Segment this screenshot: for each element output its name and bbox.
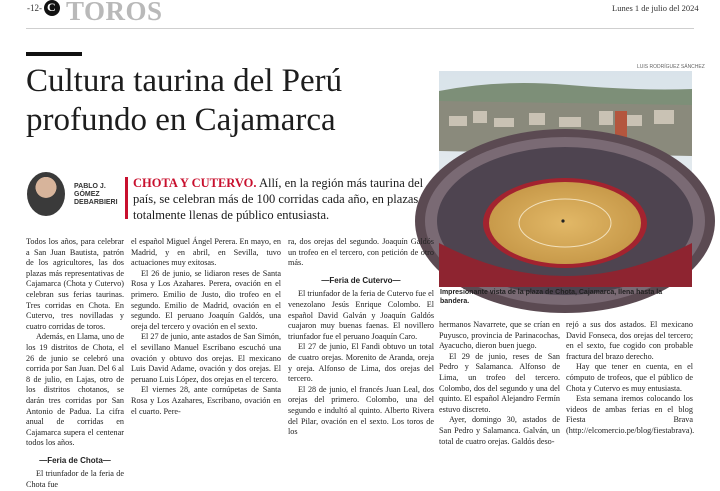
paragraph: El 27 de junio, ante astados de San Simón, el sevillano Manuel Escribano escuchó una ovación y obtuvo dos orejas. El mexicano Luis David Adame, ovación y dos orejas. El peruano Luis López, dos orejas en el tercero. bbox=[131, 332, 281, 384]
paragraph: Ayer, domingo 30, astados de San Pedro y Salamanca. Galván, un total de cuatro orejas. Galdós deso- bbox=[439, 415, 560, 446]
body-column-1 bbox=[26, 237, 124, 490]
paragraph: rejó a sus dos astados. El mexicano David Fonseca, dos orejas del tercero; en el sexto, fue cogido con probable fractura del brazo derecho. bbox=[566, 320, 693, 361]
issue-date: Lunes 1 de julio del 2024 bbox=[612, 3, 699, 13]
paragraph: ra, dos orejas del segundo. Joaquín Galdós un trofeo en el tercero, con petición de otro más. bbox=[288, 237, 434, 268]
bullring-photo bbox=[439, 71, 692, 287]
newspaper-logo-icon: C bbox=[44, 0, 60, 16]
lead-paragraph bbox=[133, 175, 433, 223]
body-column-3 bbox=[288, 237, 434, 457]
paragraph: El triunfador de la feria de Cutervo fue el venezolano Jesús Enrique Colombo. El español David Galván y Joaquín Galdós cuajaron muy buenas faenas. El novillero triunfador fue el peruano Joaquín Caro. bbox=[288, 289, 434, 341]
paragraph: Todos los años, para celebrar a San Juan Bautista, patrón de los agricultores, las dos plazas más representativas de Cajamarca (Chota y Cutervo) celebran sus ferias taurinas. Tres corridas en Chota. En Cutervo, tres novilladas y cuatro corridas de toros. bbox=[26, 237, 124, 331]
paragraph: El viernes 28, ante cornúpetas de Santa Rosa y Los Azahares, Escribano, ovación en el cuarto. Pere- bbox=[131, 385, 281, 416]
author-name: PABLO J. GÓMEZ DEBARBIERI bbox=[74, 183, 118, 206]
paragraph: Hay que tener en cuenta, en el cómputo de trofeos, que el público de Chota y Cutervo es muy entusiasta. bbox=[566, 362, 693, 393]
paragraph: Esta semana iremos colocando los videos de ambas ferias en el blog Fiesta Brava (http://elcomercio.pe/blog/fiestabrava). bbox=[566, 394, 695, 435]
subhead-cutervo: —Feria de Cutervo— bbox=[321, 275, 401, 285]
paragraph: El 29 de junio, reses de San Pedro y Salamanca. Alfonso de Lima, un trofeo del tercero. Colombo, dos del segundo y una del quinto. El español Alejandro Fermín estuvo discreto. bbox=[439, 351, 560, 414]
header-divider bbox=[26, 28, 694, 29]
paragraph: El triunfador de la feria de Chota fue bbox=[26, 469, 124, 490]
paragraph: El 28 de junio, el francés Juan Leal, dos orejas del primero. Colombo, una del segundo e indultó al quinto. Alberto Rivera del Pilar, ovación en el sexto. Los toros de los bbox=[288, 384, 434, 437]
body-column-5 bbox=[566, 320, 693, 457]
paragraph: El 27 de junio, El Fandi obtuvo un total de cuatro orejas. Morenito de Aranda, oreja y oreja. Alfonso de Lima, dos orejas del tercero. bbox=[288, 342, 434, 384]
paragraph: El 26 de junio, se lidiaron reses de Santa Rosa y Los Azahares. Perera, ovación en el primero. Emilio de Justo, dio trofeo en el segundo. Emilio de Madrid, ovación en el segundo. El peruano Joaquín Galdós, una oreja del tercero y ovación en el sexto. bbox=[131, 268, 281, 331]
paragraph: Además, en Llama, uno de los 19 distritos de Chota, el 26 de junio se celebró una corrida por San Juan. Del 6 al 8 de julio, en Lajas, otro de los distritos chotanos, se darán tres corridas por San Antonio de Padua. La cifra anual de corridas en Cajamarca supera el centenar todos los años. bbox=[26, 332, 124, 448]
subhead-chota: —Feria de Chota— bbox=[39, 455, 111, 465]
author-photo bbox=[27, 172, 65, 216]
lead-kicker: CHOTA Y CUTERVO. bbox=[133, 176, 257, 190]
headline: Cultura taurina del Perú profundo en Cajamarca bbox=[26, 63, 343, 138]
paragraph: hermanos Navarrete, que se crían en Puyusco, provincia de Parinacochas, Ayacucho, dieron buen juego. bbox=[439, 320, 560, 351]
lead-accent-bar bbox=[125, 177, 128, 219]
page-number: -12- bbox=[27, 3, 42, 13]
lead-text: Allí, en la región más taurina del país, se celebran más de 100 corridas cada año, en plazas totalmente llenas de público entusiasta. bbox=[133, 176, 424, 222]
paragraph: el español Miguel Ángel Perera. En mayo, en Madrid, y en abril, en Sevilla, tuvo actuaciones muy exitosas. bbox=[131, 237, 281, 268]
section-title: TOROS bbox=[66, 0, 163, 26]
body-column-4 bbox=[439, 320, 560, 457]
headline-rule bbox=[26, 52, 82, 56]
photo-caption: Impresionante vista de la plaza de Chota, Cajamarca, llena hasta la bandera. bbox=[440, 289, 663, 305]
body-column-2 bbox=[131, 237, 281, 457]
photo-credit: LUIS RODRÍGUEZ SÁNCHEZ bbox=[637, 64, 705, 70]
